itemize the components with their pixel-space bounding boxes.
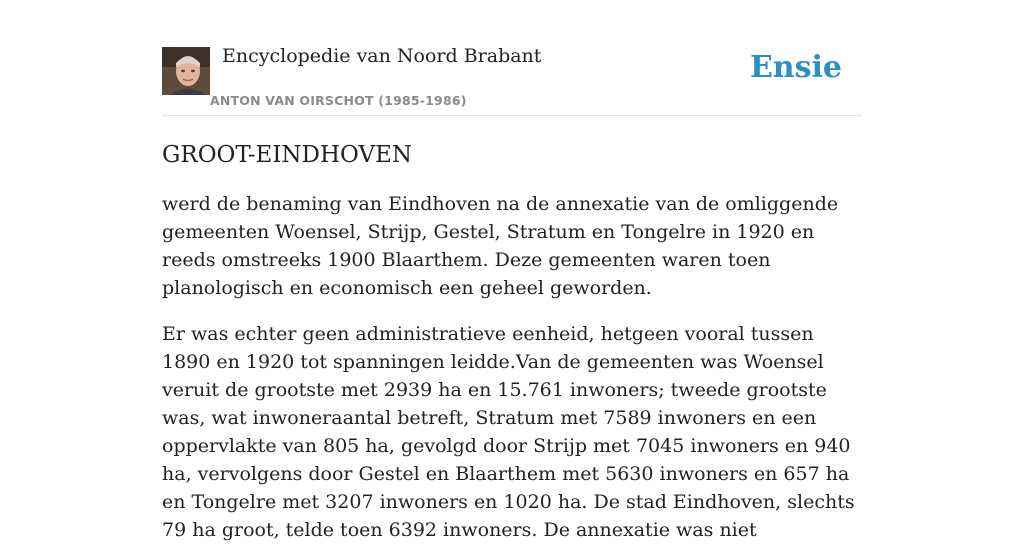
entry-title: GROOT-EINDHOVEN — [162, 142, 413, 168]
author-portrait-icon — [162, 47, 210, 95]
entry-paragraph: Er was echter geen administratieve eenheid, hetgeen vooral tussen 1890 en 1920 tot spanningen leidde.Van de gemeenten was Woensel veruit de grootste met 2939 ha en 15.761 inwoners; tweede grootste was, wat inwoneraantal betreft, Stratum met 7589 inwoners en een oppervlakte van 805 ha, gevolgd door Strijp met 7045 inwoners en 940 ha, vervolgens door Gestel en Blaarthem met 5630 inwoners en 657 ha en Tongelre met 3207 inwoners en 1020 ha. De stad Eindhoven, slechts 79 ha groot, telde toen 6392 inwoners. De annexatie was niet — [162, 323, 855, 541]
author-avatar[interactable] — [162, 47, 210, 95]
entry-paragraph: werd de benaming van Eindhoven na de annexatie van de omliggende gemeenten Woensel, Strijp, Gestel, Stratum en Tongelre in 1920 en reeds omstreeks 1900 Blaarthem. Deze gemeenten waren toen planologisch en economisch een geheel geworden. — [162, 193, 839, 299]
brand-logo[interactable]: Ensie — [749, 50, 842, 85]
author-name[interactable]: ANTON VAN OIRSCHOT (1985-1986) — [210, 93, 467, 108]
article — [162, 0, 862, 544]
article-header — [162, 0, 862, 116]
source-title[interactable]: Encyclopedie van Noord Brabant — [222, 45, 542, 67]
